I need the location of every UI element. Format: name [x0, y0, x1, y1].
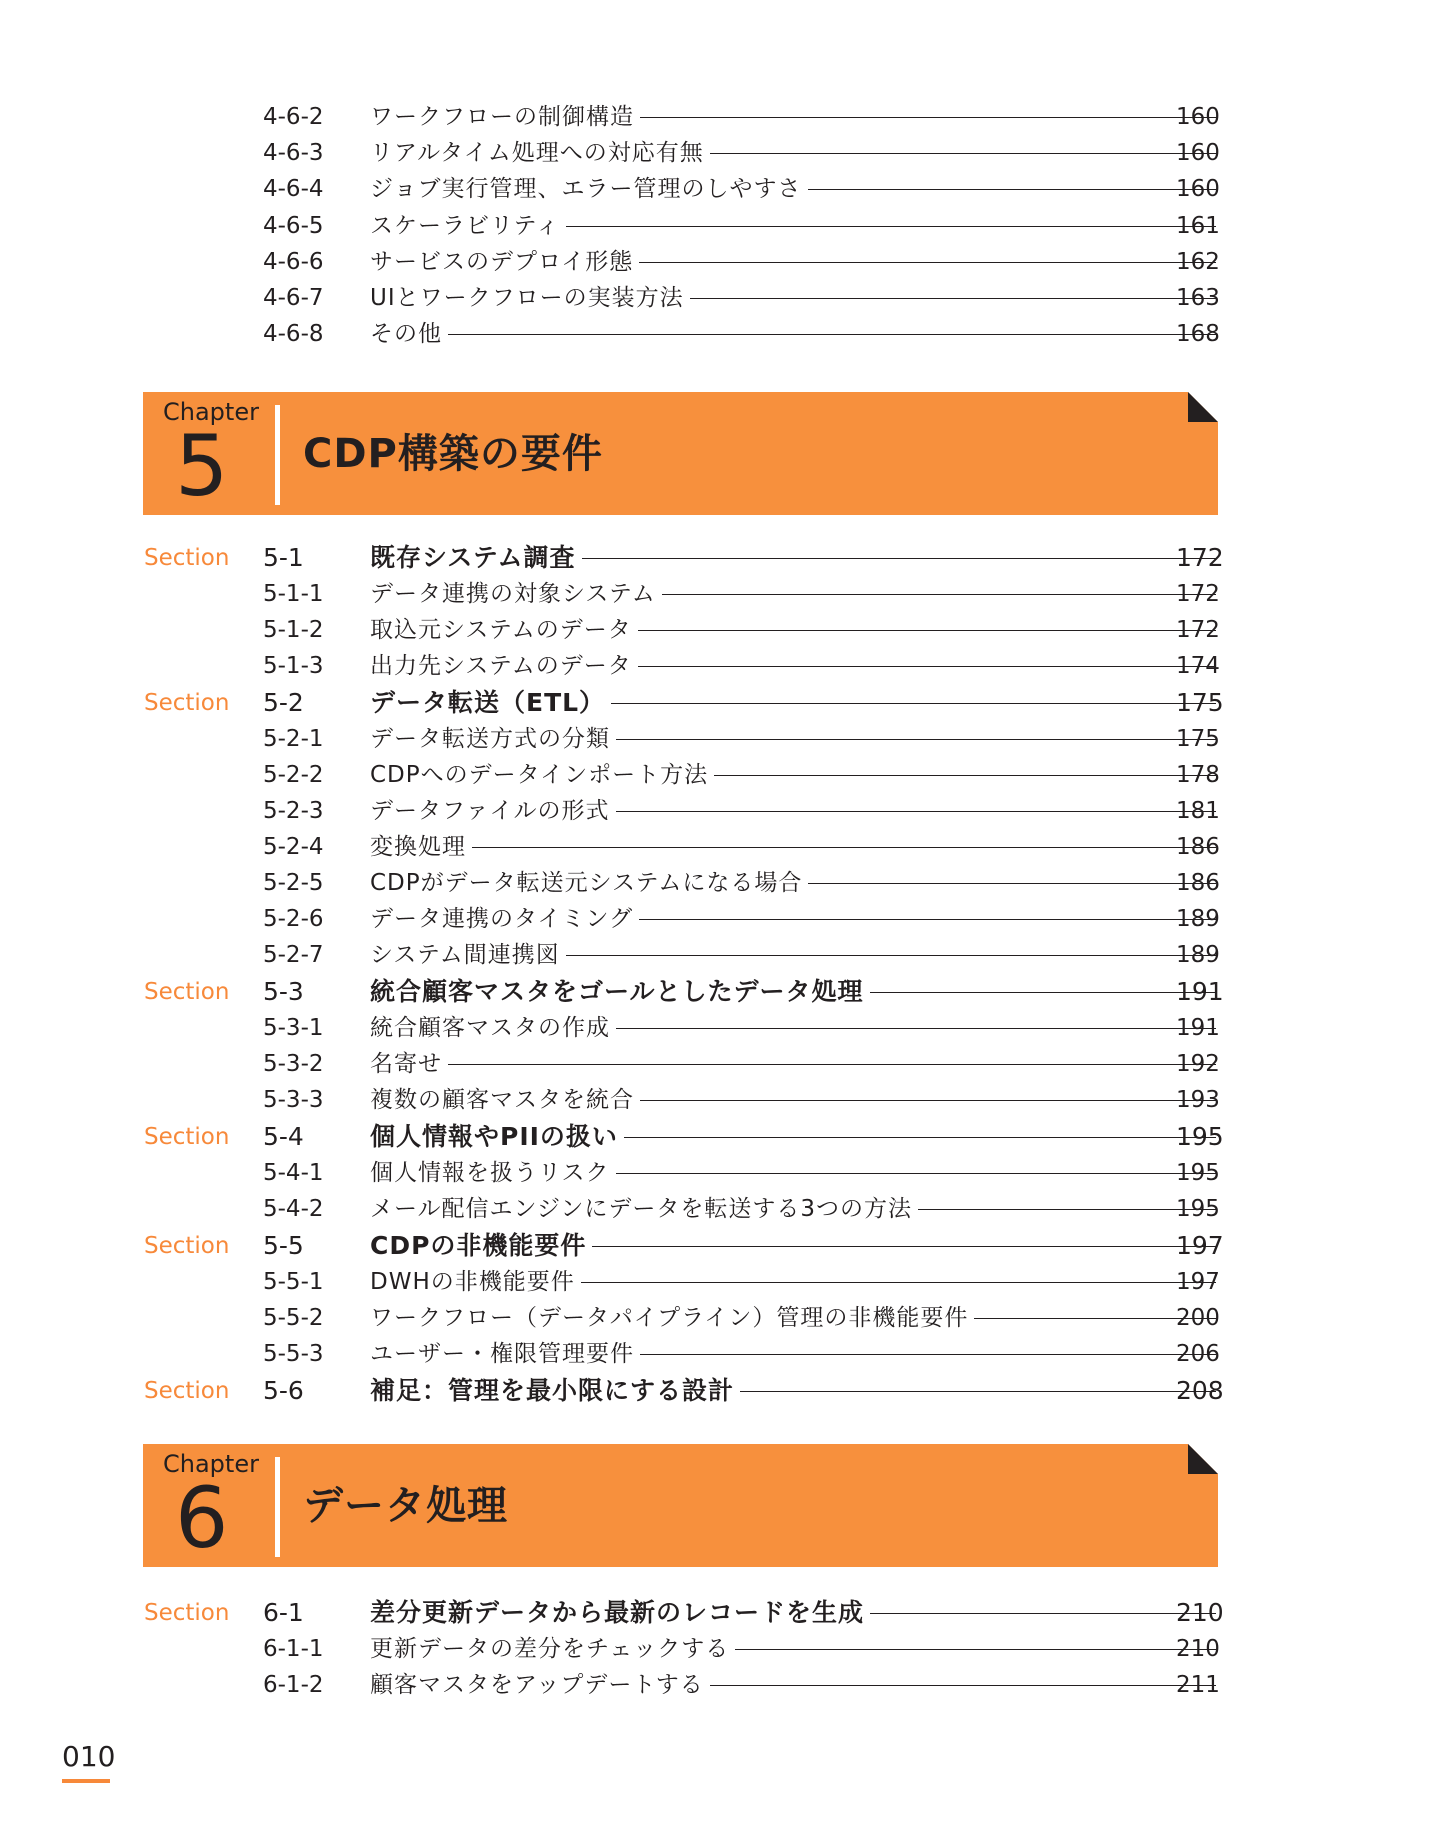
entry-number: 5-3-2 — [263, 1051, 324, 1077]
entry-page: 172 — [1176, 617, 1220, 643]
entry-number: 6-1-2 — [263, 1672, 324, 1698]
toc-subsection-entry — [0, 136, 1433, 170]
entry-title-leader — [370, 686, 1224, 720]
toc-subsection-entry — [0, 1156, 1433, 1190]
toc-section-entry — [0, 1120, 1433, 1154]
leader-line — [714, 775, 1216, 776]
entry-title-leader — [370, 577, 1220, 611]
entry-title: 統合顧客マスタをゴールとしたデータ処理 — [370, 977, 864, 1006]
leader-line — [448, 1064, 1216, 1065]
entry-title-leader — [370, 649, 1220, 683]
entry-number: 5-2-5 — [263, 870, 324, 896]
corner-triangle — [1188, 392, 1218, 422]
section-label: Section — [144, 1600, 230, 1626]
entry-title-leader — [370, 902, 1220, 936]
toc-subsection-entry — [0, 758, 1433, 792]
entry-title-leader — [370, 1047, 1220, 1081]
entry-number: 4-6-3 — [263, 140, 324, 166]
entry-page: 189 — [1176, 906, 1220, 932]
leader-line — [710, 153, 1216, 154]
entry-number: 6-1 — [263, 1598, 304, 1627]
leader-line — [639, 262, 1216, 263]
entry-title-leader — [370, 830, 1220, 864]
entry-page: 178 — [1176, 762, 1220, 788]
entry-page: 174 — [1176, 653, 1220, 679]
leader-line — [566, 955, 1216, 956]
leader-line — [640, 1354, 1216, 1355]
toc-subsection-entry — [0, 902, 1433, 936]
chapter-number: 6 — [175, 1469, 229, 1567]
entry-title: 統合顧客マスタの作成 — [370, 1015, 610, 1041]
entry-number: 5-1-3 — [263, 653, 324, 679]
entry-title: データファイルの形式 — [370, 798, 610, 824]
entry-title-leader — [370, 172, 1220, 206]
chapter-6-header — [143, 1444, 1218, 1567]
entry-page: 191 — [1176, 977, 1224, 1006]
entry-page: 160 — [1176, 176, 1220, 202]
entry-number: 5-3-3 — [263, 1087, 324, 1113]
entry-number: 5-2-6 — [263, 906, 324, 932]
toc-subsection-entry — [0, 1083, 1433, 1117]
toc-subsection-entry — [0, 866, 1433, 900]
entry-title-leader — [370, 100, 1220, 134]
entry-title-leader — [370, 758, 1220, 792]
toc-subsection-entry — [0, 209, 1433, 243]
entry-title-leader — [370, 613, 1220, 647]
chapter-label: Chapter — [163, 1450, 259, 1478]
entry-title-leader — [370, 1374, 1224, 1408]
toc-section-entry — [0, 686, 1433, 720]
entry-title: メール配信エンジンにデータを転送する3つの方法 — [370, 1196, 913, 1222]
leader-line — [566, 226, 1216, 227]
entry-title: 個人情報を扱うリスク — [370, 1160, 610, 1186]
entry-page: 195 — [1176, 1160, 1220, 1186]
leader-line — [581, 1282, 1216, 1283]
entry-title: データ連携のタイミング — [370, 906, 634, 932]
entry-page: 160 — [1176, 140, 1220, 166]
entry-number: 5-5-2 — [263, 1305, 324, 1331]
entry-title-leader — [370, 794, 1220, 828]
entry-title-leader — [370, 1156, 1220, 1190]
entry-title-leader — [370, 317, 1220, 351]
entry-number: 5-5 — [263, 1231, 304, 1260]
leader-line — [624, 1137, 1216, 1138]
entry-number: 5-5-1 — [263, 1269, 324, 1295]
leader-line — [616, 1028, 1216, 1029]
entry-title-leader — [370, 245, 1220, 279]
entry-title-leader — [370, 938, 1220, 972]
entry-title-leader — [370, 1337, 1220, 1371]
toc-subsection-entry — [0, 1265, 1433, 1299]
entry-number: 4-6-8 — [263, 321, 324, 347]
leader-line — [918, 1209, 1216, 1210]
entry-title-leader — [370, 281, 1220, 315]
entry-page: 172 — [1176, 581, 1220, 607]
leader-line — [640, 1100, 1216, 1101]
entry-title: 出力先システムのデータ — [370, 653, 632, 679]
toc-subsection-entry — [0, 100, 1433, 134]
toc-subsection-entry — [0, 830, 1433, 864]
entry-page: 211 — [1176, 1672, 1220, 1698]
chapter-divider — [275, 405, 280, 505]
entry-title: サービスのデプロイ形態 — [370, 249, 634, 275]
toc-subsection-entry — [0, 1047, 1433, 1081]
toc-subsection-entry — [0, 172, 1433, 206]
entry-page: 181 — [1176, 798, 1220, 824]
page-number-underline — [62, 1779, 110, 1783]
page-number: 010 — [62, 1740, 116, 1773]
entry-title-leader — [370, 866, 1220, 900]
leader-line — [662, 594, 1216, 595]
entry-title: 既存システム調査 — [370, 543, 576, 572]
entry-number: 5-4-1 — [263, 1160, 324, 1186]
entry-page: 197 — [1176, 1269, 1220, 1295]
entry-page: 200 — [1176, 1305, 1220, 1331]
leader-line — [582, 558, 1216, 559]
entry-page: 186 — [1176, 870, 1220, 896]
toc-subsection-entry — [0, 1011, 1433, 1045]
entry-title: 補足：管理を最小限にする設計 — [370, 1376, 735, 1405]
leader-line — [640, 117, 1216, 118]
chapter-divider — [275, 1457, 280, 1557]
leader-line — [638, 630, 1216, 631]
toc-subsection-entry — [0, 649, 1433, 683]
leader-line — [639, 919, 1216, 920]
entry-number: 4-6-7 — [263, 285, 324, 311]
toc-subsection-entry — [0, 613, 1433, 647]
entry-title: スケーラビリティ — [370, 213, 560, 239]
entry-title: ジョブ実行管理、エラー管理のしやすさ — [370, 176, 802, 202]
entry-page: 193 — [1176, 1087, 1220, 1113]
entry-title: データ連携の対象システム — [370, 581, 656, 607]
leader-line — [710, 1685, 1216, 1686]
leader-line — [616, 1173, 1216, 1174]
leader-line — [472, 847, 1216, 848]
toc-subsection-entry — [0, 1337, 1433, 1371]
leader-line — [638, 666, 1216, 667]
section-label: Section — [144, 690, 230, 716]
leader-line — [870, 992, 1216, 993]
entry-page: 186 — [1176, 834, 1220, 860]
corner-triangle — [1188, 1444, 1218, 1474]
entry-title-leader — [370, 1192, 1220, 1226]
entry-title: 顧客マスタをアップデートする — [370, 1672, 704, 1698]
entry-number: 5-6 — [263, 1376, 304, 1405]
entry-page: 206 — [1176, 1341, 1220, 1367]
leader-line — [611, 703, 1216, 704]
toc-subsection-entry — [0, 317, 1433, 351]
entry-page: 175 — [1176, 726, 1220, 752]
entry-title-leader — [370, 1229, 1224, 1263]
toc-subsection-entry — [0, 1301, 1433, 1335]
entry-title: データ転送（ETL） — [370, 688, 606, 717]
entry-page: 160 — [1176, 104, 1220, 130]
entry-title: 差分更新データから最新のレコードを生成 — [370, 1598, 865, 1627]
entry-title: リアルタイム処理への対応有無 — [370, 140, 704, 166]
leader-line — [616, 739, 1216, 740]
leader-line — [448, 334, 1216, 335]
entry-title: ワークフロー（データパイプライン）管理の非機能要件 — [370, 1305, 969, 1331]
entry-title: データ転送方式の分類 — [370, 726, 610, 752]
entry-page: 191 — [1176, 1015, 1220, 1041]
entry-page: 210 — [1176, 1636, 1220, 1662]
entry-title-leader — [370, 136, 1220, 170]
entry-number: 5-5-3 — [263, 1341, 324, 1367]
leader-line — [808, 189, 1216, 190]
entry-title-leader — [370, 722, 1220, 756]
entry-number: 5-4-2 — [263, 1196, 324, 1222]
leader-line — [740, 1391, 1216, 1392]
entry-title: UIとワークフローの実装方法 — [370, 285, 684, 311]
toc-section-entry — [0, 541, 1433, 575]
entry-page: 195 — [1176, 1122, 1224, 1151]
chapter-label: Chapter — [163, 398, 259, 426]
entry-page: 210 — [1176, 1598, 1224, 1627]
leader-line — [808, 883, 1216, 884]
entry-title-leader — [370, 1083, 1220, 1117]
entry-page: 168 — [1176, 321, 1220, 347]
section-label: Section — [144, 545, 230, 571]
entry-page: 195 — [1176, 1196, 1220, 1222]
toc-subsection-entry — [0, 1192, 1433, 1226]
entry-number: 5-2-7 — [263, 942, 324, 968]
entry-title-leader — [370, 1596, 1224, 1630]
entry-page: 208 — [1176, 1376, 1224, 1405]
entry-title-leader — [370, 1632, 1220, 1666]
entry-title: 取込元システムのデータ — [370, 617, 632, 643]
toc-section-entry — [0, 1596, 1433, 1630]
entry-title: 更新データの差分をチェックする — [370, 1636, 730, 1662]
entry-number: 5-2-2 — [263, 762, 324, 788]
section-label: Section — [144, 1378, 230, 1404]
leader-line — [690, 298, 1216, 299]
entry-title: システム間連携図 — [370, 942, 560, 968]
entry-title: DWHの非機能要件 — [370, 1269, 575, 1295]
entry-title-leader — [370, 975, 1224, 1009]
entry-title: 名寄せ — [370, 1051, 442, 1077]
chapter-title: データ処理 — [303, 1483, 508, 1529]
entry-title: 複数の顧客マスタを統合 — [370, 1087, 634, 1113]
section-label: Section — [144, 1124, 230, 1150]
entry-number: 5-2-1 — [263, 726, 324, 752]
chapter-5-header — [143, 392, 1218, 515]
toc-subsection-entry — [0, 245, 1433, 279]
entry-title: CDPへのデータインポート方法 — [370, 762, 709, 788]
entry-number: 4-6-4 — [263, 176, 324, 202]
toc-subsection-entry — [0, 1632, 1433, 1666]
entry-title: CDPがデータ転送元システムになる場合 — [370, 870, 803, 896]
section-label: Section — [144, 1233, 230, 1259]
toc-subsection-entry — [0, 1668, 1433, 1702]
entry-number: 5-1-2 — [263, 617, 324, 643]
entry-page: 163 — [1176, 285, 1220, 311]
entry-number: 5-2-3 — [263, 798, 324, 824]
entry-number: 4-6-2 — [263, 104, 324, 130]
entry-title: 個人情報やPIIの扱い — [370, 1122, 618, 1151]
toc-subsection-entry — [0, 281, 1433, 315]
entry-page: 172 — [1176, 543, 1224, 572]
entry-number: 5-3 — [263, 977, 304, 1006]
chapter-title: CDP構築の要件 — [303, 431, 603, 477]
entry-page: 197 — [1176, 1231, 1224, 1260]
entry-page: 175 — [1176, 688, 1224, 717]
entry-title-leader — [370, 209, 1220, 243]
entry-page: 161 — [1176, 213, 1220, 239]
entry-number: 5-1 — [263, 543, 304, 572]
entry-title-leader — [370, 1011, 1220, 1045]
entry-number: 4-6-5 — [263, 213, 324, 239]
toc-section-entry — [0, 1229, 1433, 1263]
entry-title-leader — [370, 1265, 1220, 1299]
entry-page: 192 — [1176, 1051, 1220, 1077]
toc-subsection-entry — [0, 794, 1433, 828]
toc-section-entry — [0, 975, 1433, 1009]
entry-number: 5-3-1 — [263, 1015, 324, 1041]
entry-title: CDPの非機能要件 — [370, 1231, 587, 1260]
toc-subsection-entry — [0, 577, 1433, 611]
toc-subsection-entry — [0, 722, 1433, 756]
leader-line — [592, 1246, 1216, 1247]
entry-title: その他 — [370, 321, 442, 347]
entry-title-leader — [370, 1301, 1220, 1335]
section-label: Section — [144, 979, 230, 1005]
entry-page: 189 — [1176, 942, 1220, 968]
entry-number: 5-4 — [263, 1122, 304, 1151]
entry-title-leader — [370, 541, 1224, 575]
entry-number: 5-1-1 — [263, 581, 324, 607]
entry-title: ユーザー・権限管理要件 — [370, 1341, 634, 1367]
toc-section-entry — [0, 1374, 1433, 1408]
entry-number: 5-2-4 — [263, 834, 324, 860]
entry-title-leader — [370, 1120, 1224, 1154]
leader-line — [616, 811, 1216, 812]
entry-title: ワークフローの制御構造 — [370, 104, 634, 130]
entry-number: 6-1-1 — [263, 1636, 324, 1662]
chapter-number: 5 — [175, 417, 229, 515]
entry-page: 162 — [1176, 249, 1220, 275]
entry-title-leader — [370, 1668, 1220, 1702]
entry-number: 4-6-6 — [263, 249, 324, 275]
leader-line — [735, 1649, 1216, 1650]
entry-title: 変換処理 — [370, 834, 466, 860]
entry-number: 5-2 — [263, 688, 304, 717]
toc-subsection-entry — [0, 938, 1433, 972]
leader-line — [870, 1613, 1216, 1614]
